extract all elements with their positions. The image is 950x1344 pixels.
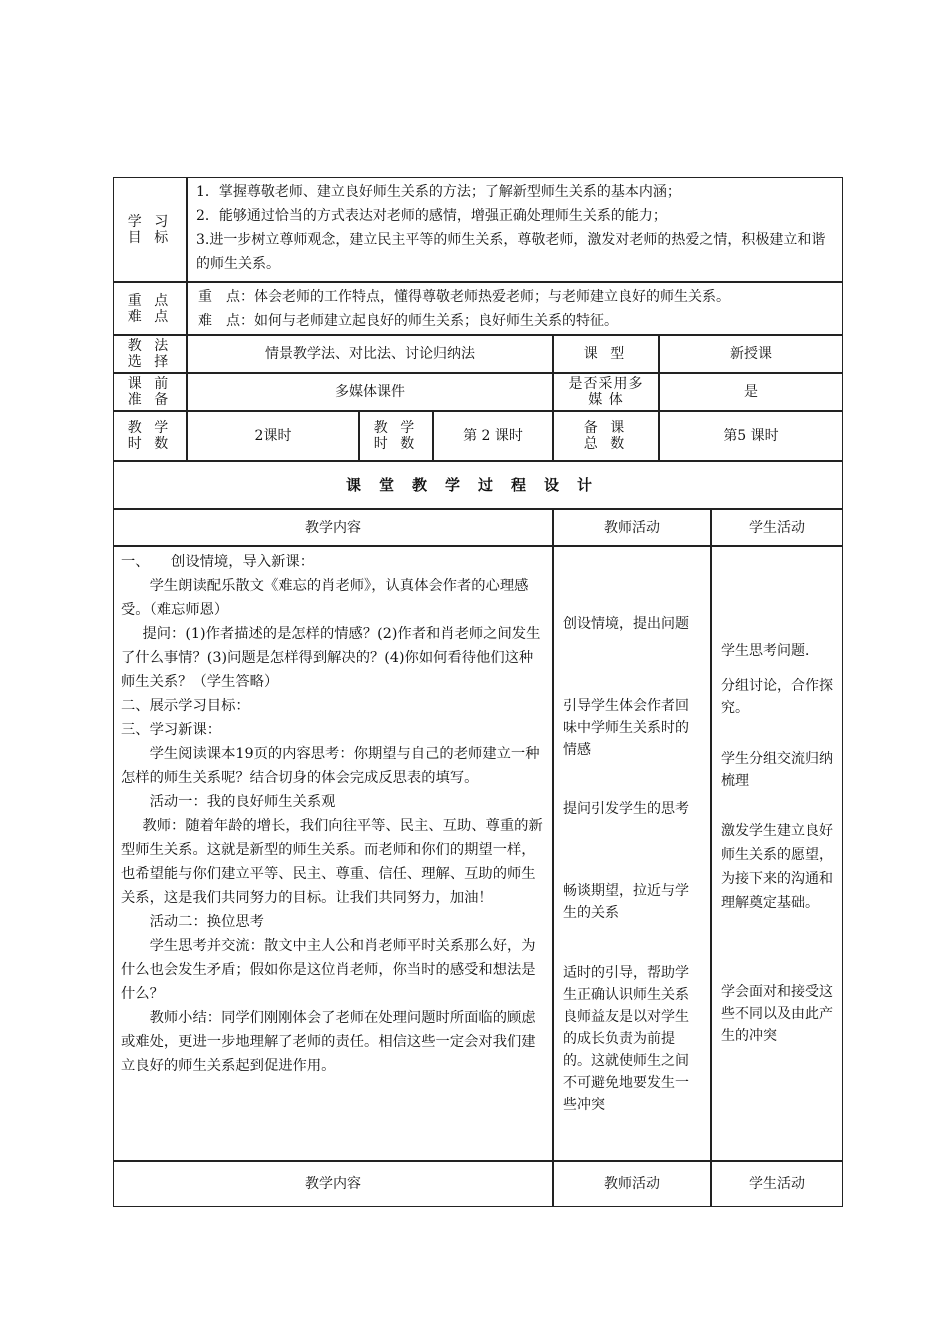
content-line-1: 一、 创设情境，导入新课： — [121, 554, 315, 570]
teacher-activity-column — [553, 546, 711, 1161]
goal-line-2: 2．能够通过恰当的方式表达对老师的感情，增强正确处理师生关系的能力； — [196, 208, 667, 224]
prep-total-label-line-2: 总 数 — [583, 436, 629, 452]
keypoint-line-1: 重 点：体会老师的工作特点，懂得尊敬老师热爱老师；与老师建立良好的师生关系。 — [198, 289, 730, 305]
lesson-type-label-text: 课 型 — [583, 346, 629, 362]
method-label — [113, 335, 187, 373]
content-line-6: 学生阅读课本19页的内容思考：你期望与自己的老师建立一种怎样的师生关系呢？结合切身的体会完成反思表的填写。 — [121, 746, 540, 786]
prep-total-label-line-1: 备 课 — [583, 420, 629, 436]
process-title-text: 课堂教学过程设计 — [345, 476, 610, 494]
header-student — [711, 509, 843, 546]
prep-label — [113, 373, 187, 411]
media-label-line-2: 媒 体 — [588, 392, 624, 408]
keypoint-line-2: 难 点：如何与老师建立起良好的师生关系；良好师生关系的特征。 — [198, 313, 618, 329]
teacher-activity-4: 畅谈期望，拉近与学生的关系 — [563, 883, 689, 921]
goal-line-3: 3.进一步树立尊师观念，建立民主平等的师生关系，尊敬老师，激发对老师的热爱之情，积极建立和谐的师生关系。 — [196, 232, 826, 272]
media-value — [659, 373, 843, 411]
teach-hours-text: 第 2 课时 — [463, 428, 523, 444]
hours-label-line-1: 教 学 — [127, 420, 173, 436]
hours-value — [187, 411, 359, 461]
goals-content — [187, 177, 843, 282]
keypoints-label-line-2: 难 点 — [127, 308, 173, 325]
footer-header-student-text: 学生活动 — [749, 1176, 805, 1192]
content-line-5: 三、学习新课： — [121, 722, 222, 738]
method-text: 情景教学法、对比法、讨论归纳法 — [265, 346, 475, 362]
student-activity-5: 学会面对和接受这些不同以及由此产生的冲突 — [721, 984, 833, 1044]
prep-label-line-1: 课 前 — [127, 376, 173, 392]
prep-total-label — [553, 411, 659, 461]
hours-label-line-2: 时 数 — [127, 436, 173, 452]
teacher-activity-5: 适时的引导，帮助学生正确认识师生关系良师益友是以对学生的成长负责为前提的。这就使师生之间不可避免地要发生一些冲突 — [563, 965, 689, 1113]
prep-total-value — [659, 411, 843, 461]
header-teacher-text: 教师活动 — [604, 519, 660, 536]
hours-text: 2课时 — [254, 428, 292, 444]
footer-header-content — [113, 1161, 553, 1207]
keypoints-label — [113, 282, 187, 335]
media-label-line-1: 是否采用多 — [568, 376, 644, 392]
prep-total-text: 第5 课时 — [723, 428, 779, 444]
keypoints-label-line-1: 重 点 — [127, 292, 173, 309]
lesson-type-value — [659, 335, 843, 373]
header-teacher — [553, 509, 711, 546]
header-student-text: 学生活动 — [749, 519, 805, 536]
media-label — [553, 373, 659, 411]
teacher-activity-1: 创设情境，提出问题 — [563, 616, 689, 632]
content-line-2: 学生朗读配乐散文《难忘的肖老师》，认真体会作者的心理感受。（难忘师恩） — [121, 578, 529, 618]
goals-label-line-2: 目 标 — [127, 229, 173, 246]
keypoints-content — [187, 282, 843, 335]
method-value — [187, 335, 553, 373]
teacher-activity-3: 提问引发学生的思考 — [563, 801, 689, 817]
prep-value — [187, 373, 553, 411]
header-content-text: 教学内容 — [305, 519, 361, 536]
teacher-activity-2: 引导学生体会作者回味中学师生关系时的情感 — [563, 698, 689, 758]
teach-hours-label-line-2: 时 数 — [373, 436, 419, 452]
content-line-10: 学生思考并交流：散文中主人公和肖老师平时关系那么好，为什么也会发生矛盾；假如你是这位肖老师，你当时的感受和想法是什么？ — [121, 938, 536, 1002]
content-line-8: 教师：随着年龄的增长，我们向往平等、民主、互助、尊重的新型师生关系。这就是新型的师生关系。而老师和你们的期望一样，也希望能与你们建立平等、民主、尊重、信任、理解、互助的师生关系，这是我们共同努力的目标。让我们共同努力，加油！ — [121, 818, 543, 906]
prep-text: 多媒体课件 — [335, 384, 405, 400]
content-line-7: 活动一：我的良好师生关系观 — [149, 794, 336, 810]
footer-header-content-text: 教学内容 — [305, 1176, 361, 1192]
content-line-4: 二、展示学习目标： — [121, 698, 250, 714]
method-label-line-2: 选 择 — [127, 354, 173, 370]
footer-header-teacher — [553, 1161, 711, 1207]
student-activity-2: 分组讨论，合作探究。 — [721, 678, 833, 716]
student-activity-4: 激发学生建立良好师生关系的愿望，为接下来的沟通和理解奠定基础。 — [721, 823, 833, 911]
hours-label — [113, 411, 187, 461]
goal-line-1: 1．掌握尊敬老师、建立良好师生关系的方法；了解新型师生关系的基本内涵； — [196, 184, 681, 200]
prep-label-line-2: 准 备 — [127, 392, 173, 408]
footer-header-student — [711, 1161, 843, 1207]
media-value-text: 是 — [744, 384, 758, 400]
method-label-line-1: 教 法 — [127, 338, 173, 354]
teach-hours-label-line-1: 教 学 — [373, 420, 419, 436]
goals-label-line-1: 学 习 — [127, 213, 173, 230]
student-activity-3: 学生分组交流归纳梳理 — [721, 751, 833, 789]
student-activity-column — [711, 546, 843, 1161]
footer-header-teacher-text: 教师活动 — [604, 1176, 660, 1192]
header-content — [113, 509, 553, 546]
content-line-9: 活动二：换位思考 — [149, 914, 264, 930]
content-line-11: 教师小结：同学们刚刚体会了老师在处理问题时所面临的顾虑或难处，更进一步地理解了老师的责任。相信这些一定会对我们建立良好的师生关系起到促进作用。 — [121, 1010, 536, 1074]
process-title — [113, 461, 843, 509]
goals-label — [113, 177, 187, 282]
teach-hours-label — [359, 411, 433, 461]
student-activity-1: 学生思考问题． — [721, 643, 819, 659]
lesson-type-value-text: 新授课 — [730, 346, 772, 362]
teach-hours-value — [433, 411, 553, 461]
content-line-3: 提问：(1)作者描述的是怎样的情感？(2)作者和肖老师之间发生了什么事情？(3)问题是怎样得到解决的？(4)你如何看待他们这种师生关系？（学生答略） — [121, 626, 541, 690]
teaching-content — [113, 546, 553, 1161]
lesson-type-label — [553, 335, 659, 373]
